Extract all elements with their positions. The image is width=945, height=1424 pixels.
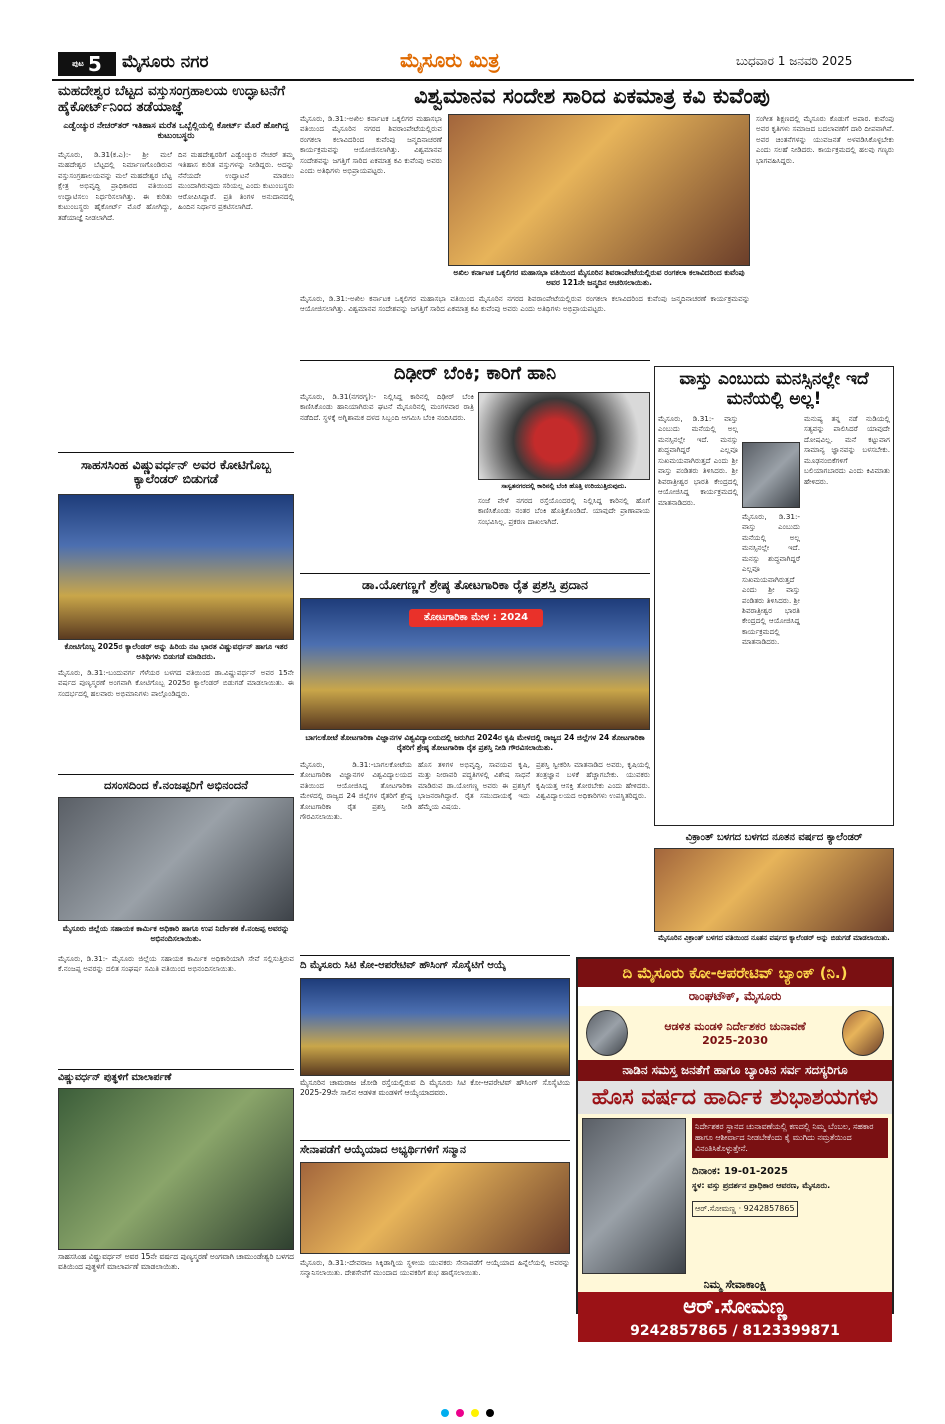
vastu-body-col2: ಮೈಸೂರು, ಡಿ.31:- ವಾಸ್ತು ಎಂಬುದು ಮನೆಯಲ್ಲಿ ಅಲ್ಲ ಮನಸ್ಸಿನಲ್ಲೇ ಇದೆ. ಮನಸ್ಸು ಶುದ್ಧವಾಗಿದ್ದರೆ ಎಲ್ಲವೂ ಸುಖಮಯವಾಗಿರುತ್ತದೆ ಎಂದು ಶ್ರೀ ವಾಸ್ತು ಪಂಡಿತರು ತಿಳಿಸಿದರು. ಶ್ರೀ ಶಿವರಾತ್ರೀಶ್ವರ ಭಾರತಿ ಕೇಂದ್ರದಲ್ಲಿ ಆಯೋಜಿಸಿದ್ದ ಕಾರ್ಯಕ್ರಮದಲ್ಲಿ ಮಾತನಾಡಿದರು. — [742, 512, 800, 647]
horti-banner: ತೋಟಗಾರಿಕಾ ಮೇಳ : 2024 — [409, 609, 543, 627]
horti-headline: ಡಾ.ಯೋಗಣ್ಣಗೆ ಶ್ರೇಷ್ಠ ತೋಟಗಾರಿಕಾ ರೈತ ಪ್ರಶಸ್ತಿ ಪ್ರದಾನ — [362, 577, 588, 592]
vikrant-caption: ಮೈಸೂರಿನ ವಿಕ್ರಾಂತ್ ಬಳಗದ ವತಿಯಿಂದ ನೂತನ ವರ್ಷದ ಕ್ಯಾಲೆಂಡರ್ ಅನ್ನು ಬಿಡುಗಡೆ ಮಾಡಲಾಯಿತು. — [658, 934, 890, 942]
dasara-photo — [58, 797, 294, 921]
horti-body-col2: ಹೊಸ ತಳಿಗಳ ಅಭಿವೃದ್ಧಿ, ಸಾವಯವ ಕೃಷಿ, ಮತ್ತು ನೀರಾವರಿ ಪದ್ಧತಿಗಳಲ್ಲಿ ವಿಶೇಷ ಸಾಧನೆ ಮಾಡಿರುವ ಡಾ.ಯೋಗಣ್ಣ ಅವರು ಈ ಪ್ರಶಸ್ತಿಗೆ ಭಾಜನರಾಗಿದ್ದಾರೆ. ರೈತ ಸಮುದಾಯಕ್ಕೆ ಇದು ಹೆಮ್ಮೆಯ ವಿಷಯ. — [418, 760, 530, 811]
yellow-dot — [471, 1409, 479, 1417]
calendar-photo — [58, 494, 294, 640]
ad-election: ಆಡಳಿತ ಮಂಡಳಿ ನಿರ್ದೇಶಕರ ಚುನಾವಣೆ 2025-2030 — [664, 1019, 806, 1047]
dasara-headline: ದಸಂಸದಿಂದ ಕೆ.ನಂಜಪ್ಪರಿಗೆ ಅಭಿನಂದನೆ — [103, 778, 248, 792]
black-dot — [486, 1409, 494, 1417]
ad-portrait-row — [578, 1006, 892, 1060]
divider — [58, 774, 294, 775]
vikrant-headline: ವಿಕ್ರಾಂತ್ ಬಳಗದ ಬಳಗದ ನೂತನ ವರ್ಷದ ಕ್ಯಾಲೆಂಡರ್ — [685, 832, 863, 843]
ad-bank-name: ದಿ ಮೈಸೂರು ಕೋ-ಆಪರೇಟಿವ್ ಬ್ಯಾಂಕ್ (ನಿ.) — [578, 959, 892, 987]
divider — [300, 360, 650, 361]
fire-caption: ಸಾಸ್ವತನಗರದಲ್ಲಿ ಕಾರಿನಲ್ಲಿ ಬೆಂಕಿ ಹೊತ್ತಿ ಉರಿಯುತ್ತಿರುವುದು. — [501, 482, 627, 490]
kuvempu-body-col1: ಮೈಸೂರು, ಡಿ.31:-ಅಖಿಲ ಕರ್ನಾಟಕ ಒಕ್ಕಲಿಗರ ಮಹಾಸಭಾ ವತಿಯಿಂದ ಮೈಸೂರಿನ ನಗರದ ಶಿವರಾಂಪೇಟೆಯಲ್ಲಿರುವ ರಂಗಕಲಾ ಕಲಾವಿದರಿಂದ ಕುವೆಂಪು ಜನ್ಮದಿನಾಚರಣೆ ಕಾರ್ಯಕ್ರಮವನ್ನು ಆಯೋಜಿಸಲಾಗಿತ್ತು. ವಿಶ್ವಮಾನವ ಸಂದೇಶವನ್ನು ಜಗತ್ತಿಗೆ ಸಾರಿದ ಏಕಮಾತ್ರ ಕವಿ ಕುವೆಂಪು ಅವರು ಎಂದು ಅತಿಥಿಗಳು ಅಭಿಪ್ರಾಯಪಟ್ಟರು. — [300, 114, 442, 176]
ad-greeting: ಹೊಸ ವರ್ಷದ ಹಾರ್ದಿಕ ಶುಭಾಶಯಗಳು — [578, 1081, 892, 1114]
horti-caption: ಬಾಗಲಕೋಟೆ ತೋಟಗಾರಿಕಾ ವಿಜ್ಞಾನಗಳ ವಿಶ್ವವಿದ್ಯಾಲಯದಲ್ಲಿ ಜರುಗಿದ 2024ರ ಕೃಷಿ ಮೇಳದಲ್ಲಿ ರಾಜ್ಯದ 24 ಜಿಲ್ಲೆಗಳ 24 ತೋಟಗಾರಿಕಾ ರೈತರಿಗೆ ಶ್ರೇಷ್ಠ ತೋಟಗಾರಿಕಾ ರೈತ ಪ್ರಶಸ್ತಿ ನೀಡಿ ಗೌರವಿಸಲಾಯಿತು. — [305, 733, 645, 753]
issue-date: ಬುಧವಾರ 1 ಜನವರಿ 2025 — [736, 54, 853, 68]
divider — [300, 1140, 570, 1141]
divider — [300, 573, 650, 574]
museum-body-col2: ದಿನ ಮಹದೇಶ್ವರರಿಗೆ ಎಡ್ವೆಂಚ್ಯುರ ನೇಚರ್ ತಮ್ಮ ಇತಿಹಾಸ ಕುರಿತ ವಸ್ತುಗಳನ್ನು ನೀಡಿದ್ದರು. ಅದನ್ನು ನೆನೆಯದೇ ಉದ್ಘಾಟನೆ ಮಾಡಲು ಮುಂದಾಗಿರುವುದು ಸರಿಯಲ್ಲ ಎಂದು ಕುಟುಂಬಸ್ಥರು ಆರೋಪಿಸಿದ್ದಾರೆ. ಪ್ರತಿ ತಿಂಗಳ ಅನುದಾನದಲ್ಲಿ ಹಿಂದಿನ ನಿರ್ಧಾರ ಪ್ರಕಟಿಸಲಾಗಿದೆ. — [178, 150, 294, 212]
garland-headline: ವಿಷ್ಣುವರ್ಧನ್ ಪುತ್ಥಳಿಗೆ ಮಾಲಾರ್ಪಣೆ — [58, 1072, 172, 1083]
horti-body-col1: ಮೈಸೂರು, ಡಿ.31:-ಬಾಗಲಕೋಟೆಯ ತೋಟಗಾರಿಕಾ ವಿಜ್ಞಾನಗಳ ವಿಶ್ವವಿದ್ಯಾಲಯದ ವತಿಯಿಂದ ಆಯೋಜಿಸಿದ್ದ ತೋಟಗಾರಿಕಾ ಮೇಳದಲ್ಲಿ ರಾಜ್ಯದ 24 ಜಿಲ್ಲೆಗಳ ರೈತರಿಗೆ ಶ್ರೇಷ್ಠ ತೋಟಗಾರಿಕಾ ರೈತ ಪ್ರಶಸ್ತಿ ನೀಡಿ ಗೌರವಿಸಲಾಯಿತು. — [300, 760, 412, 822]
fire-headline: ದಿಢೀರ್ ಬೆಂಕಿ; ಕಾರಿಗೆ ಹಾನಿ — [393, 363, 557, 384]
ad-candidate-photo — [582, 1118, 686, 1274]
ad-venue: ಸ್ಥಳ: ವಸ್ತು ಪ್ರದರ್ಶನ ಪ್ರಾಧಿಕಾರ ಆವರಣ, ಮೈಸೂರು. — [692, 1180, 831, 1190]
color-registration-marks — [440, 1402, 495, 1421]
fire-body-col1: ಮೈಸೂರು, ಡಿ.31(ನಗರಗೃ):- ನಿಲ್ಲಿಸಿದ್ದ ಕಾರಿನಲ್ಲಿ ದಿಢೀರ್ ಬೆಂಕಿ ಕಾಣಿಸಿಕೊಂಡು ಹಾನಿಯಾಗಿರುವ ಘಟನೆ ಮೈಸೂರಿನಲ್ಲಿ ಮಂಗಳವಾರ ರಾತ್ರಿ ನಡೆದಿದೆ. ಸ್ಥಳಕ್ಕೆ ಅಗ್ನಿಶಾಮಕ ದಳದ ಸಿಬ್ಬಂದಿ ಆಗಮಿಸಿ ಬೆಂಕಿ ನಂದಿಸಿದರು. — [300, 392, 474, 422]
ad-date: ದಿನಾಂಕ: 19-01-2025 — [692, 1165, 788, 1177]
vikrant-photo — [654, 848, 894, 932]
housing-caption: ಮೈಸೂರಿನ ಚಾಮರಾಜ ಜೋಡಿ ರಸ್ತೆಯಲ್ಲಿರುವ ದಿ ಮೈಸೂರು ಸಿಟಿ ಕೋ-ಆಪರೇಟಿವ್ ಹೌಸಿಂಗ್ ಸೊಸೈಟಿಯ 2025-29ನೇ ಸಾಲಿನ ಆಡಳಿತ ಮಂಡಳಿಗೆ ಆಯ್ಕೆಯಾದವರು. — [300, 1078, 570, 1098]
magenta-dot — [456, 1409, 464, 1417]
calendar-caption: ಕೋಟಿಗೊಬ್ಬ 2025ರ ಕ್ಯಾಲೆಂಡರ್ ಅನ್ನು ಹಿರಿಯ ನಟ ಭಾರತ ವಿಷ್ಣುವರ್ಧನ್ ಹಾಗೂ ಇತರ ಅತಿಥಿಗಳು ಬಿಡುಗಡೆ ಮಾಡಿದರು. — [64, 642, 288, 662]
ad-appeal: ನಿರ್ದೇಶಕರ ಸ್ಥಾನದ ಚುನಾವಣೆಯಲ್ಲಿ ಕಣದಲ್ಲಿ ನಿಮ್ಮ ಬೆಂಬಲ, ಸಹಕಾರ ಹಾಗೂ ಆಶೀರ್ವಾದ ನೀಡಬೇಕೆಂದು ಕೈ ಮುಗಿದು ನಮ್ರತೆಯಿಂದ ವಿನಂತಿಸಿಕೊಳ್ಳುತ್ತೇನೆ. — [692, 1118, 888, 1158]
masthead-rule — [52, 79, 914, 81]
vastu-body-col3: ಮನುಷ್ಯ ತನ್ನ ನಡೆ ನುಡಿಯಲ್ಲಿ ಸತ್ಯವನ್ನು ಪಾಲಿಸಿದರೆ ಯಾವುದೇ ದೋಷವಿಲ್ಲ. ಮನೆ ಕಟ್ಟುವಾಗ ಸಾಮಾನ್ಯ ಜ್ಞಾನವನ್ನು ಬಳಸಬೇಕು. ಮೂಢನಂಬಿಕೆಗಳಿಗೆ ಬಲಿಯಾಗಬಾರದು ಎಂದು ಕಿವಿಮಾತು ಹೇಳಿದರು. — [804, 414, 890, 486]
page-number: 5 — [87, 52, 102, 76]
kuvempu-body-col4: ಸಂಗೀತ ಶಿಕ್ಷಣದಲ್ಲಿ ಮೈಸೂರು ಕೊಡುಗೆ ಅಪಾರ. ಕುವೆಂಪು ಅವರ ಕೃತಿಗಳು ಸಮಾಜದ ಬದಲಾವಣೆಗೆ ದಾರಿ ದೀಪವಾಗಿವೆ. ಅವರ ಚಿಂತನೆಗಳನ್ನು ಯುವಜನತೆ ಅಳವಡಿಸಿಕೊಳ್ಳಬೇಕು ಎಂದು ಸಲಹೆ ನೀಡಿದರು. ಕಾರ್ಯಕ್ರಮದಲ್ಲಿ ಹಲವು ಗಣ್ಯರು ಭಾಗವಹಿಸಿದ್ದರು. — [756, 114, 894, 165]
vastu-photo — [742, 442, 800, 508]
kuvempu-headline: ವಿಶ್ವಮಾನವ ಸಂದೇಶ ಸಾರಿದ ಏಕಮಾತ್ರ ಕವಿ ಕುವೆಂಪು — [414, 84, 770, 108]
newspaper-title: ಮೈಸೂರು ಮಿತ್ರ — [400, 48, 500, 72]
ad-location: ರಾಂಘಟೌಕ್, ಮೈಸೂರು — [578, 987, 892, 1006]
divider — [58, 452, 294, 453]
housing-headline: ದಿ ಮೈಸೂರು ಸಿಟಿ ಕೋ-ಆಪರೇಟಿವ್ ಹೌಸಿಂಗ್ ಸೊಸೈಟಿಗೆ ಆಯ್ಕೆ — [300, 960, 506, 971]
kuvempu-caption: ಅಖಿಲ ಕರ್ನಾಟಕ ಒಕ್ಕಲಿಗರ ಮಹಾಸಭಾ ವತಿಯಿಂದ ಮೈಸೂರಿನ ಶಿವರಾಂಪೇಟೆಯಲ್ಲಿರುವ ರಂಗಕಲಾ ಕಲಾವಿದರಿಂದ ಕುವೆಂಪು ಅವರ 121ನೇ ಜನ್ಮದಿನ ಆಚರಿಸಲಾಯಿತು. — [453, 268, 745, 288]
dasara-body: ಮೈಸೂರು, ಡಿ.31:- ಮೈಸೂರು ಜಿಲ್ಲೆಯ ಸಹಾಯಕ ಕಾರ್ಮಿಕ ಅಧಿಕಾರಿಯಾಗಿ ಸೇವೆ ಸಲ್ಲಿಸುತ್ತಿರುವ ಕೆ.ನಂಜಪ್ಪ ಅವರನ್ನು ದಲಿತ ಸಂಘರ್ಷ ಸಮಿತಿ ವತಿಯಿಂದ ಅಭಿನಂದಿಸಲಾಯಿತು. — [58, 954, 294, 974]
garland-caption: ಸಾಹಸಸಿಂಹ ವಿಷ್ಣುವರ್ಧನ್ ಅವರ 15ನೇ ವರ್ಷದ ಪುಣ್ಯಸ್ಮರಣೆ ಅಂಗವಾಗಿ ಚಾಮುಂಡೇಶ್ವರಿ ಬಳಗದ ವತಿಯಿಂದ ಪುತ್ಥಳಿಗೆ ಮಾಲಾರ್ಪಣೆ ಮಾಡಲಾಯಿತು. — [58, 1252, 294, 1272]
army-headline: ಸೇನಾಪಡೆಗೆ ಆಯ್ಕೆಯಾದ ಅಭ್ಯರ್ಥಿಗಳಿಗೆ ಸನ್ಮಾನ — [300, 1143, 466, 1156]
kuvempu-photo — [448, 114, 750, 266]
army-body: ಮೈಸೂರು, ಡಿ.31:-ದೇವರಾಜ ಸಿಕ್ಕಿಡಾಗ್ನಿಯ ಸ್ಥಳೀಯ ಯುವಕರು ಸೇನಾಪಡೆಗೆ ಆಯ್ಕೆಯಾದ ಹಿನ್ನೆಲೆಯಲ್ಲಿ ಅವರನ್ನು ಸನ್ಮಾನಿಸಲಾಯಿತು. ದೇಶಸೇವೆಗೆ ಮುಂದಾದ ಯುವಕರಿಗೆ ಶುಭ ಹಾರೈಸಲಾಯಿತು. — [300, 1258, 570, 1278]
fire-body-col2: ಸಂಜೆ ವೇಳೆ ನಗರದ ರಸ್ತೆಯೊಂದರಲ್ಲಿ ನಿಲ್ಲಿಸಿದ್ದ ಕಾರಿನಲ್ಲಿ ಹೊಗೆ ಕಾಣಿಸಿಕೊಂಡು ನಂತರ ಬೆಂಕಿ ಹೊತ್ತಿಕೊಂಡಿದೆ. ಯಾವುದೇ ಪ್ರಾಣಾಪಾಯ ಸಂಭವಿಸಿಲ್ಲ. ಪ್ರಕರಣ ದಾಖಲಾಗಿದೆ. — [478, 496, 650, 526]
ad-candidate-name: ಆರ್.ಸೋಮಣ್ಣ — [578, 1292, 892, 1320]
calendar-headline: ಸಾಹಸಸಿಂಹ ವಿಷ್ಣುವರ್ಧನ್ ಅವರ ಕೋಟಿಗೊಬ್ಬ ಕ್ಯಾಲೆಂಡರ್ ಬಿಡುಗಡೆ — [81, 457, 271, 487]
section-name: ಮೈಸೂರು ನಗರ — [122, 52, 209, 72]
cyan-dot — [441, 1409, 449, 1417]
army-photo — [300, 1162, 570, 1254]
ad-ballot-name: ಆರ್.ಸೋಮಣ್ಣ — [695, 1203, 737, 1213]
divider — [300, 955, 570, 956]
page-number-badge — [58, 52, 116, 76]
vastu-headline: ವಾಸ್ತು ಎಂಬುದು ಮನಸ್ಸಿನಲ್ಲೇ ಇದೆ ಮನೆಯಲ್ಲಿ ಅಲ್ಲ! — [679, 369, 869, 409]
ad-appeal-block — [686, 1118, 888, 1274]
fire-photo — [478, 392, 650, 480]
vastu-body-col1: ಮೈಸೂರು, ಡಿ.31:- ವಾಸ್ತು ಎಂಬುದು ಮನೆಯಲ್ಲಿ ಅಲ್ಲ ಮನಸ್ಸಿನಲ್ಲೇ ಇದೆ. ಮನಸ್ಸು ಶುದ್ಧವಾಗಿದ್ದರೆ ಎಲ್ಲವೂ ಸುಖಮಯವಾಗಿರುತ್ತದೆ ಎಂದು ಶ್ರೀ ವಾಸ್ತು ಪಂಡಿತರು ತಿಳಿಸಿದರು. ಶ್ರೀ ಶಿವರಾತ್ರೀಶ್ವರ ಭಾರತಿ ಕೇಂದ್ರದಲ್ಲಿ ಆಯೋಜಿಸಿದ್ದ ಕಾರ್ಯಕ್ರಮದಲ್ಲಿ ಮಾತನಾಡಿದರು. — [658, 414, 738, 507]
museum-subhead: ಎಡ್ವೆಂಚ್ಯುರ ನೇಚರ್‌ತರ್ ಇತಿಹಾಸ ಮರೆತ ಒಬ್ಬೆಲ್ಲಿಯಲ್ಲಿ ಕೋರ್ಟ್ ಮೊರೆ ಹೋಗಿದ್ದ ಕುಟುಂಬಸ್ಥರು — [63, 121, 289, 141]
ad-candidate-row — [578, 1114, 892, 1278]
horti-body-col3: ಪ್ರಶಸ್ತಿ ಸ್ವೀಕರಿಸಿ ಮಾತನಾಡಿದ ಅವರು, ಕೃಷಿಯಲ್ಲಿ ತಂತ್ರಜ್ಞಾನ ಬಳಕೆ ಹೆಚ್ಚಾಗಬೇಕು. ಯುವಕರು ಕೃಷಿಯತ್ತ ಆಸಕ್ತಿ ತೋರಬೇಕು ಎಂದು ಹೇಳಿದರು. ವಿಶ್ವವಿದ್ಯಾಲಯದ ಅಧಿಕಾರಿಗಳು ಉಪಸ್ಥಿತರಿದ್ದರು. — [536, 760, 650, 801]
garland-photo — [58, 1088, 294, 1250]
ad-ballot: ಆರ್.ಸೋಮಣ್ಣ · 9242857865 — [692, 1201, 798, 1217]
ad-signature-label: ನಿಮ್ಮ ಸೇವಾಕಾಂಕ್ಷಿ — [703, 1278, 767, 1291]
dasara-caption: ಮೈಸೂರು ಜಿಲ್ಲೆಯ ಸಹಾಯಕ ಕಾರ್ಮಿಕ ಅಧಿಕಾರಿ ಹಾಗೂ ಉಪ ನಿರ್ದೇಶಕ ಕೆ.ನಂಜಪ್ಪ ಅವರನ್ನು ಅಭಿನಂದಿಸಲಾಯಿತು. — [62, 924, 290, 944]
bank-election-ad — [576, 957, 894, 1339]
ad-portrait-right — [842, 1010, 884, 1056]
ad-greeting-line: ನಾಡಿನ ಸಮಸ್ತ ಜನತೆಗೆ ಹಾಗೂ ಬ್ಯಾಂಕಿನ ಸರ್ವ ಸದಸ್ಯರಿಗೂ — [578, 1060, 892, 1081]
ad-portrait-left — [586, 1010, 628, 1056]
page-label: ಪುಟ — [72, 59, 84, 68]
housing-photo — [300, 978, 570, 1076]
calendar-body: ಮೈಸೂರು, ಡಿ.31:-ಬಂದುವರ್ಗ ಗೆಳೆಯರ ಬಳಗದ ವತಿಯಿಂದ ಡಾ.ವಿಷ್ಣುವರ್ಧನ್ ಅವರ 15ನೇ ವರ್ಷದ ಪುಣ್ಯಸ್ಮರಣೆ ಅಂಗವಾಗಿ ಕೋಟಿಗೊಬ್ಬ 2025ರ ಕ್ಯಾಲೆಂಡರ್ ಬಿಡುಗಡೆ ಮಾಡಲಾಯಿತು. ಈ ಸಂದರ್ಭದಲ್ಲಿ ಹಲವಾರು ಅಭಿಮಾನಿಗಳು ಪಾಲ್ಗೊಂಡಿದ್ದರು. — [58, 668, 294, 698]
divider — [58, 1069, 294, 1070]
ad-ballot-phone: 9242857865 — [743, 1203, 795, 1213]
museum-body-col1: ಮೈಸೂರು, ಡಿ.31(ಕ.ಎ):- ಶ್ರೀ ಮಲೆ ಮಹದೇಶ್ವರ ಬೆಟ್ಟದಲ್ಲಿ ನಿರ್ಮಾಣಗೊಂಡಿರುವ ವಸ್ತುಸಂಗ್ರಹಾಲಯವನ್ನು ಮಲೆ ಮಹದೇಶ್ವರ ಬೆಟ್ಟ ಕ್ಷೇತ್ರ ಅಭಿವೃದ್ಧಿ ಪ್ರಾಧಿಕಾರದ ವತಿಯಿಂದ ಉದ್ಘಾಟಿಸಲು ನಿರ್ಧರಿಸಲಾಗಿತ್ತು. ಈ ಕುರಿತು ಕುಟುಂಬಸ್ಥರು ಹೈಕೋರ್ಟ್ ಮೊರೆ ಹೋಗಿದ್ದು, ತಡೆಯಾಜ್ಞೆ ನೀಡಲಾಗಿದೆ. — [58, 150, 172, 222]
ad-phones: 9242857865 / 8123399871 — [578, 1320, 892, 1342]
museum-headline: ಮಹದೇಶ್ವರ ಬೆಟ್ಟದ ವಸ್ತುಸಂಗ್ರಹಾಲಯ ಉದ್ಘಾಟನೆಗೆ ಹೈಕೋರ್ಟ್‌ನಿಂದ ತಡೆಯಾಜ್ಞೆ — [58, 83, 285, 115]
kuvempu-body-bottom: ಮೈಸೂರು, ಡಿ.31:-ಅಖಿಲ ಕರ್ನಾಟಕ ಒಕ್ಕಲಿಗರ ಮಹಾಸಭಾ ವತಿಯಿಂದ ಮೈಸೂರಿನ ನಗರದ ಶಿವರಾಂಪೇಟೆಯಲ್ಲಿರುವ ರಂಗಕಲಾ ಕಲಾವಿದರಿಂದ ಕುವೆಂಪು ಜನ್ಮದಿನಾಚರಣೆ ಕಾರ್ಯಕ್ರಮವನ್ನು ಆಯೋಜಿಸಲಾಗಿತ್ತು. ವಿಶ್ವಮಾನವ ಸಂದೇಶವನ್ನು ಜಗತ್ತಿಗೆ ಸಾರಿದ ಏಕಮಾತ್ರ ಕವಿ ಕುವೆಂಪು ಅವರು ಎಂದು ಅತಿಥಿಗಳು ಅಭಿಪ್ರಾಯಪಟ್ಟರು. — [300, 294, 750, 314]
horti-photo — [300, 598, 650, 730]
